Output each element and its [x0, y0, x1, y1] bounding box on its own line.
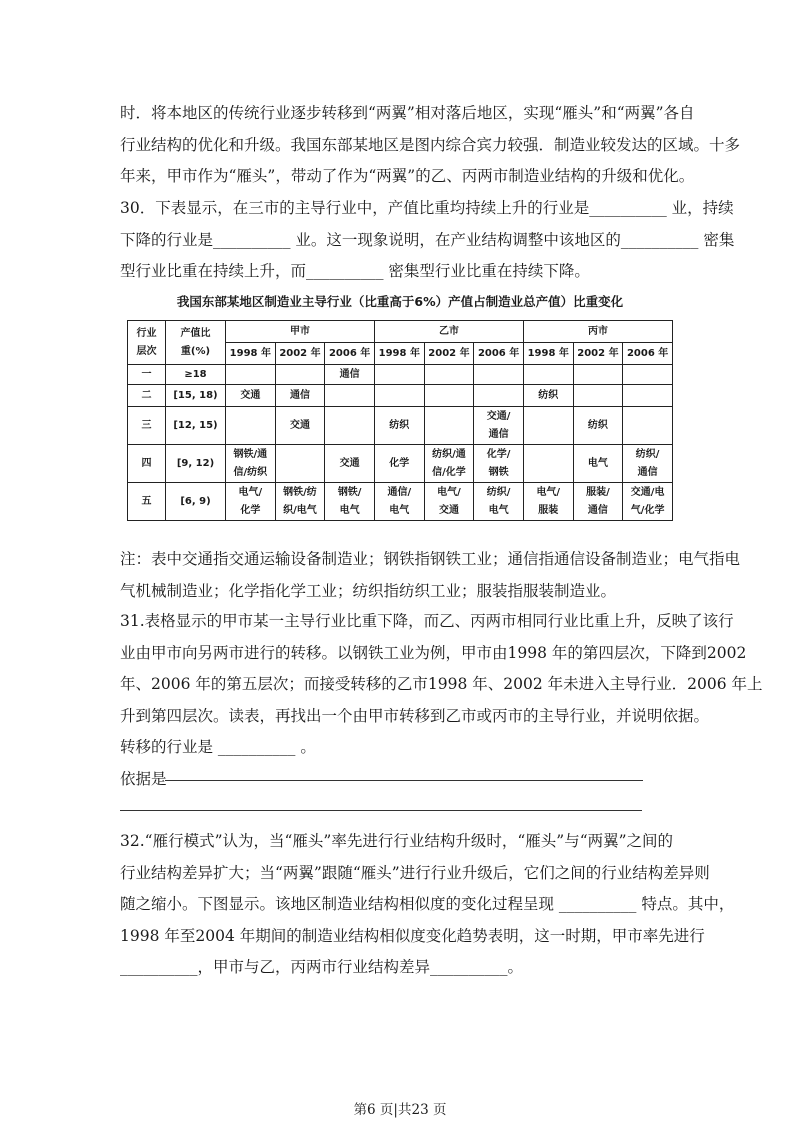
industry-cell [374, 365, 424, 385]
question-32-line: 行业结构差异扩大；当“两翼”跟随“雁头”进行行业升级后，它们之间的行业结构差异则 [120, 863, 710, 882]
range-cell: [9, 12) [166, 445, 226, 483]
question-32-line: __________，甲市与乙，丙两市行业结构差异__________。 [120, 958, 524, 976]
header-year: 2002 年 [275, 343, 325, 365]
industry-cell: 纺织 [523, 385, 573, 407]
industry-cell: 化学 [374, 445, 424, 483]
header-level: 行业 层次 [128, 321, 166, 365]
header-year: 1998 年 [374, 343, 424, 365]
question-30 [120, 193, 735, 288]
industry-cell: 电气/ 服装 [523, 483, 573, 521]
header-year: 2006 年 [623, 343, 673, 365]
question-30-line: 型行业比重在持续上升，而__________ 密集型行业比重在持续下降。 [120, 262, 590, 280]
industry-cell [623, 365, 673, 385]
level-cell: 二 [128, 385, 166, 407]
industry-table [127, 320, 673, 521]
table-row [128, 365, 673, 385]
basis-answer-line[interactable] [165, 780, 643, 781]
note-line: 注：表中交通指交通运输设备制造业；钢铁指钢铁工业；通信指通信设备制造业；电气指电 [120, 550, 741, 568]
intro-line: 时．将本地区的传统行业逐步转移到“两翼”相对落后地区，实现“雁头”和“两翼”各自 [120, 104, 695, 122]
industry-cell [325, 385, 375, 407]
industry-cell [623, 385, 673, 407]
table-row [128, 445, 673, 483]
table-title: 我国东部某地区制造业主导行业（比重高于6%）产值占制造业总产值）比重变化 [176, 294, 624, 309]
industry-cell: 交通 [325, 445, 375, 483]
range-cell: [15, 18) [166, 385, 226, 407]
industry-cell [523, 407, 573, 445]
industry-cell: 服装/ 通信 [573, 483, 623, 521]
header-city: 乙市 [374, 321, 523, 343]
industry-cell [424, 407, 474, 445]
header-year: 1998 年 [523, 343, 573, 365]
industry-cell: 通信 [275, 385, 325, 407]
industry-cell [325, 407, 375, 445]
header-year: 2006 年 [474, 343, 524, 365]
industry-cell: 钢铁/通 信/纺织 [226, 445, 276, 483]
question-31-line: 升到第四层次。读表，再找出一个由甲市转移到乙市或丙市的主导行业，并说明依据。 [120, 706, 710, 725]
industry-cell: 纺织/通 信/化学 [424, 445, 474, 483]
level-cell: 五 [128, 483, 166, 521]
intro-line: 年来，甲市作为“雁头”，带动了作为“两翼”的乙、丙两市制造业结构的升级和优化。 [120, 167, 695, 185]
page-number: 第6 页|共23 页 [353, 1102, 447, 1118]
range-cell: [12, 15) [166, 407, 226, 445]
industry-cell: 通信/ 电气 [374, 483, 424, 521]
industry-cell [523, 365, 573, 385]
question-32-line: 32.“雁行模式”认为，当“雁头”率先进行行业结构升级时，“雁头”与“两翼”之间的 [120, 832, 674, 850]
question-32-line: 1998 年至2004 年期间的制造业结构相似度变化趋势表明，这一时期，甲市率先进行 [120, 926, 705, 945]
intro-line: 行业结构的优化和升级。我国东部某地区是图内综合宾力较强．制造业较发达的区域。十多 [120, 135, 741, 154]
industry-cell [474, 365, 524, 385]
industry-cell: 交通/ 通信 [474, 407, 524, 445]
industry-cell: 交通 [275, 407, 325, 445]
header-year: 2002 年 [573, 343, 623, 365]
header-ratio: 产值比 重(%) [166, 321, 226, 365]
industry-cell [374, 385, 424, 407]
question-30-line: 30．下表显示，在三市的主导行业中，产值比重均持续上升的行业是__________ 业，持续 [120, 199, 734, 217]
industry-cell [573, 385, 623, 407]
question-31 [120, 606, 763, 795]
question-31-line: 31.表格显示的甲市某一主导行业比重下降，而乙、丙两市相同行业比重上升，反映了该行 [120, 612, 734, 630]
header-year: 1998 年 [226, 343, 276, 365]
industry-cell: 纺织/ 通信 [623, 445, 673, 483]
industry-cell: 化学/ 钢铁 [474, 445, 524, 483]
industry-cell: 钢铁/纺 织/电气 [275, 483, 325, 521]
industry-cell [523, 445, 573, 483]
table-body [128, 365, 673, 521]
intro-paragraph [120, 98, 741, 193]
industry-cell [623, 407, 673, 445]
table-row [128, 385, 673, 407]
industry-cell [573, 365, 623, 385]
header-year: 2006 年 [325, 343, 375, 365]
industry-cell: 电气 [573, 445, 623, 483]
table-row [128, 483, 673, 521]
industry-cell: 交通 [226, 385, 276, 407]
industry-cell: 纺织 [573, 407, 623, 445]
range-cell: ≥18 [166, 365, 226, 385]
table-row [128, 407, 673, 445]
basis-answer[interactable]: 依据是 [120, 769, 167, 788]
header-year: 2002 年 [424, 343, 474, 365]
table-note [120, 544, 741, 607]
question-31-line: 年、2006 年的第五层次；而接受转移的乙市1998 年、2002 年未进入主导行业．2006 年上 [120, 675, 763, 693]
industry-cell: 钢铁/ 电气 [325, 483, 375, 521]
industry-cell [226, 365, 276, 385]
level-cell: 四 [128, 445, 166, 483]
industry-cell [474, 385, 524, 407]
question-32 [120, 826, 735, 984]
transfer-industry-answer[interactable]: 转移的行业是 __________ 。 [120, 738, 316, 756]
industry-cell [424, 365, 474, 385]
industry-cell [226, 407, 276, 445]
industry-cell: 电气/ 化学 [226, 483, 276, 521]
industry-cell [424, 385, 474, 407]
header-city: 丙市 [523, 321, 672, 343]
industry-cell: 纺织 [374, 407, 424, 445]
question-32-line: 随之缩小。下图显示。该地区制造业结构相似度的变化过程呈现 __________ 特点。其中， [120, 895, 735, 913]
level-cell: 三 [128, 407, 166, 445]
level-cell: 一 [128, 365, 166, 385]
industry-cell: 电气/ 交通 [424, 483, 474, 521]
basis-answer-line-2[interactable] [120, 810, 642, 811]
question-31-line: 业由甲市向另两市进行的转移。以钢铁工业为例，甲市由1998 年的第四层次，下降到2002 [120, 643, 747, 662]
industry-cell: 通信 [325, 365, 375, 385]
industry-cell [275, 365, 325, 385]
header-city: 甲市 [226, 321, 375, 343]
industry-cell [275, 445, 325, 483]
range-cell: [6, 9) [166, 483, 226, 521]
industry-cell: 交通/电 气/化学 [623, 483, 673, 521]
question-30-line: 下降的行业是__________ 业。这一现象说明，在产业结构调整中该地区的__________ 密集 [120, 230, 735, 249]
industry-cell: 纺织/ 电气 [474, 483, 524, 521]
note-line: 气机械制造业；化学指化学工业；纺织指纺织工业；服装指服装制造业。 [120, 581, 617, 600]
